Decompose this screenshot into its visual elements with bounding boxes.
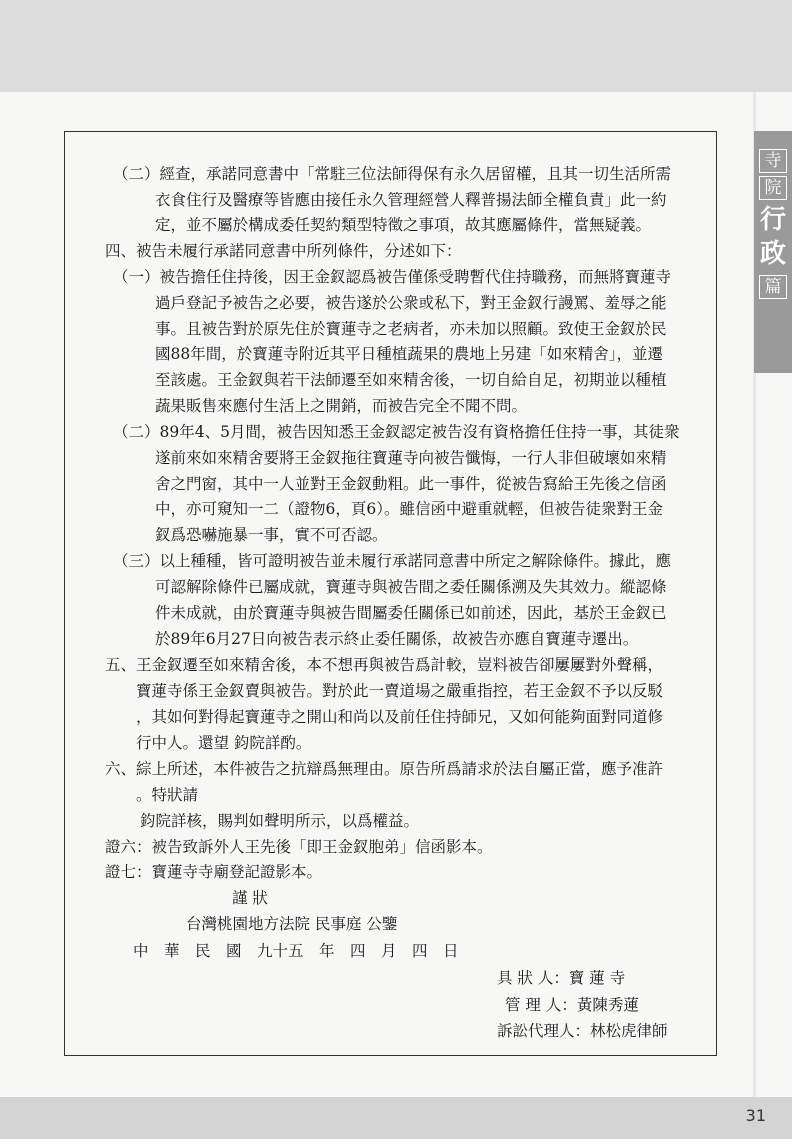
text-line: （一）被告擔任住持後，因王金釵認爲被告僅係受聘暫代住持職務，而無將寶蓮寺 xyxy=(113,268,672,286)
text-line: 行中人。還望 鈞院詳酌。 xyxy=(136,734,312,752)
signature-label: 訴訟代理人： xyxy=(497,1022,591,1040)
text-line: 。特狀請 xyxy=(136,786,199,804)
text-line: 國88年間，於寶蓮寺附近其平日種植蔬果的農地上另建「如來精舍」，並遷 xyxy=(155,345,663,363)
signature-row xyxy=(497,1019,668,1041)
text-line: 遂前來如來精舍要將王金釵拖往寶蓮寺向被告懺悔，一行人非但破壞如來精 xyxy=(155,449,667,467)
text-line: 中 華 民 國 九十五 年 四 月 四 日 xyxy=(133,942,459,960)
text-line: 四、被告未履行承諾同意書中所列條件，分述如下： xyxy=(105,242,462,260)
section-tab-char: 行 xyxy=(759,205,786,235)
text-line: 於89年6月27日向被告表示終止委任關係，故被告亦應自寶蓮寺遷出。 xyxy=(155,630,639,648)
text-line: （二）經查，承諾同意書中「常駐三位法師得保有永久居留權，且其一切生活所需 xyxy=(113,165,672,183)
text-line: 釵爲恐嚇施暴一事，實不可否認。 xyxy=(155,526,388,544)
signature-row xyxy=(505,993,639,1015)
text-line: 六、綜上所述，本件被告之抗辯爲無理由。原告所爲請求於法自屬正當，應予准許 xyxy=(105,760,664,778)
section-tab-char: 政 xyxy=(759,239,786,269)
signature-value: 黃陳秀蓮 xyxy=(576,996,639,1014)
text-line: 可認解除條件已屬成就，寶蓮寺與被告間之委任關係溯及失其效力。縱認條 xyxy=(155,578,667,596)
text-line: 舍之門窗，其中一人並對王金釵動粗。此一事件，從被告寫給王先後之信函 xyxy=(155,475,667,493)
section-tab-char: 篇 xyxy=(759,275,787,299)
top-margin xyxy=(0,0,792,92)
signature-value: 林松虎律師 xyxy=(590,1022,668,1040)
text-line: 衣食住行及醫療等皆應由接任永久管理經營人釋普揚法師全權負責」此一約 xyxy=(155,191,667,209)
text-line: （三）以上種種，皆可證明被告並未履行承諾同意書中所定之解除條件。據此，應 xyxy=(113,552,672,570)
signature-row xyxy=(497,966,625,988)
text-line: 寶蓮寺係王金釵賣與被告。對於此一賣道場之嚴重指控，若王金釵不予以反駁 xyxy=(136,682,664,700)
text-line: 件未成就，由於寶蓮寺與被告間屬委任關係已如前述，因此，基於王金釵已 xyxy=(155,604,667,622)
text-line: 定，並不屬於構成委任契約類型特徵之事項，故其應屬條件，當無疑義。 xyxy=(155,216,652,234)
page-number: 31 xyxy=(745,1106,766,1125)
text-line: 過戶登記予被告之必要，被告遂於公衆或私下，對王金釵行謾罵、羞辱之能 xyxy=(155,294,667,312)
signature-label: 具 狀 人： xyxy=(497,969,569,987)
section-tab-char: 寺 xyxy=(759,149,787,173)
text-line: 至該處。王金釵與若干法師遷至如來精舍後，一切自給自足，初期並以種植 xyxy=(155,371,667,389)
bottom-margin xyxy=(0,1097,792,1139)
section-tab xyxy=(754,131,792,373)
text-line: 事。且被告對於原先住於寶蓮寺之老病者，亦未加以照顧。致使王金釵於民 xyxy=(155,320,667,338)
text-line: 蔬果販售來應付生活上之開銷，而被告完全不聞不問。 xyxy=(155,397,528,415)
text-line: 五、王金釵遷至如來精舍後，本不想再與被告爲計較，豈料被告卻屢屢對外聲稱， xyxy=(105,656,664,674)
text-line: 證七：寶蓮寺寺廟登記證影本。 xyxy=(105,863,323,881)
text-line: 證六：被告致訴外人王先後「即王金釵胞弟」信函影本。 xyxy=(105,838,493,856)
text-line: 台灣桃園地方法院 民事庭 公鑒 xyxy=(186,915,398,933)
signature-label: 管 理 人： xyxy=(505,996,577,1014)
text-line: 鈞院詳核，賜判如聲明所示，以爲權益。 xyxy=(140,812,420,830)
text-line: 謹 狀 xyxy=(232,889,268,907)
text-line: （二）89年4、5月間，被告因知悉王金釵認定被告沒有資格擔任住持一事，其徒衆 xyxy=(113,423,680,441)
signature-value: 寶 蓮 寺 xyxy=(568,969,626,987)
section-tab-char: 院 xyxy=(759,176,787,200)
text-line: 中，亦可窺知一二（證物6，頁6）。雖信函中避重就輕，但被告徒衆對王金 xyxy=(155,500,663,518)
text-line: ，其如何對得起寶蓮寺之開山和尚以及前任住持師兄，又如何能夠面對同道修 xyxy=(136,708,664,726)
